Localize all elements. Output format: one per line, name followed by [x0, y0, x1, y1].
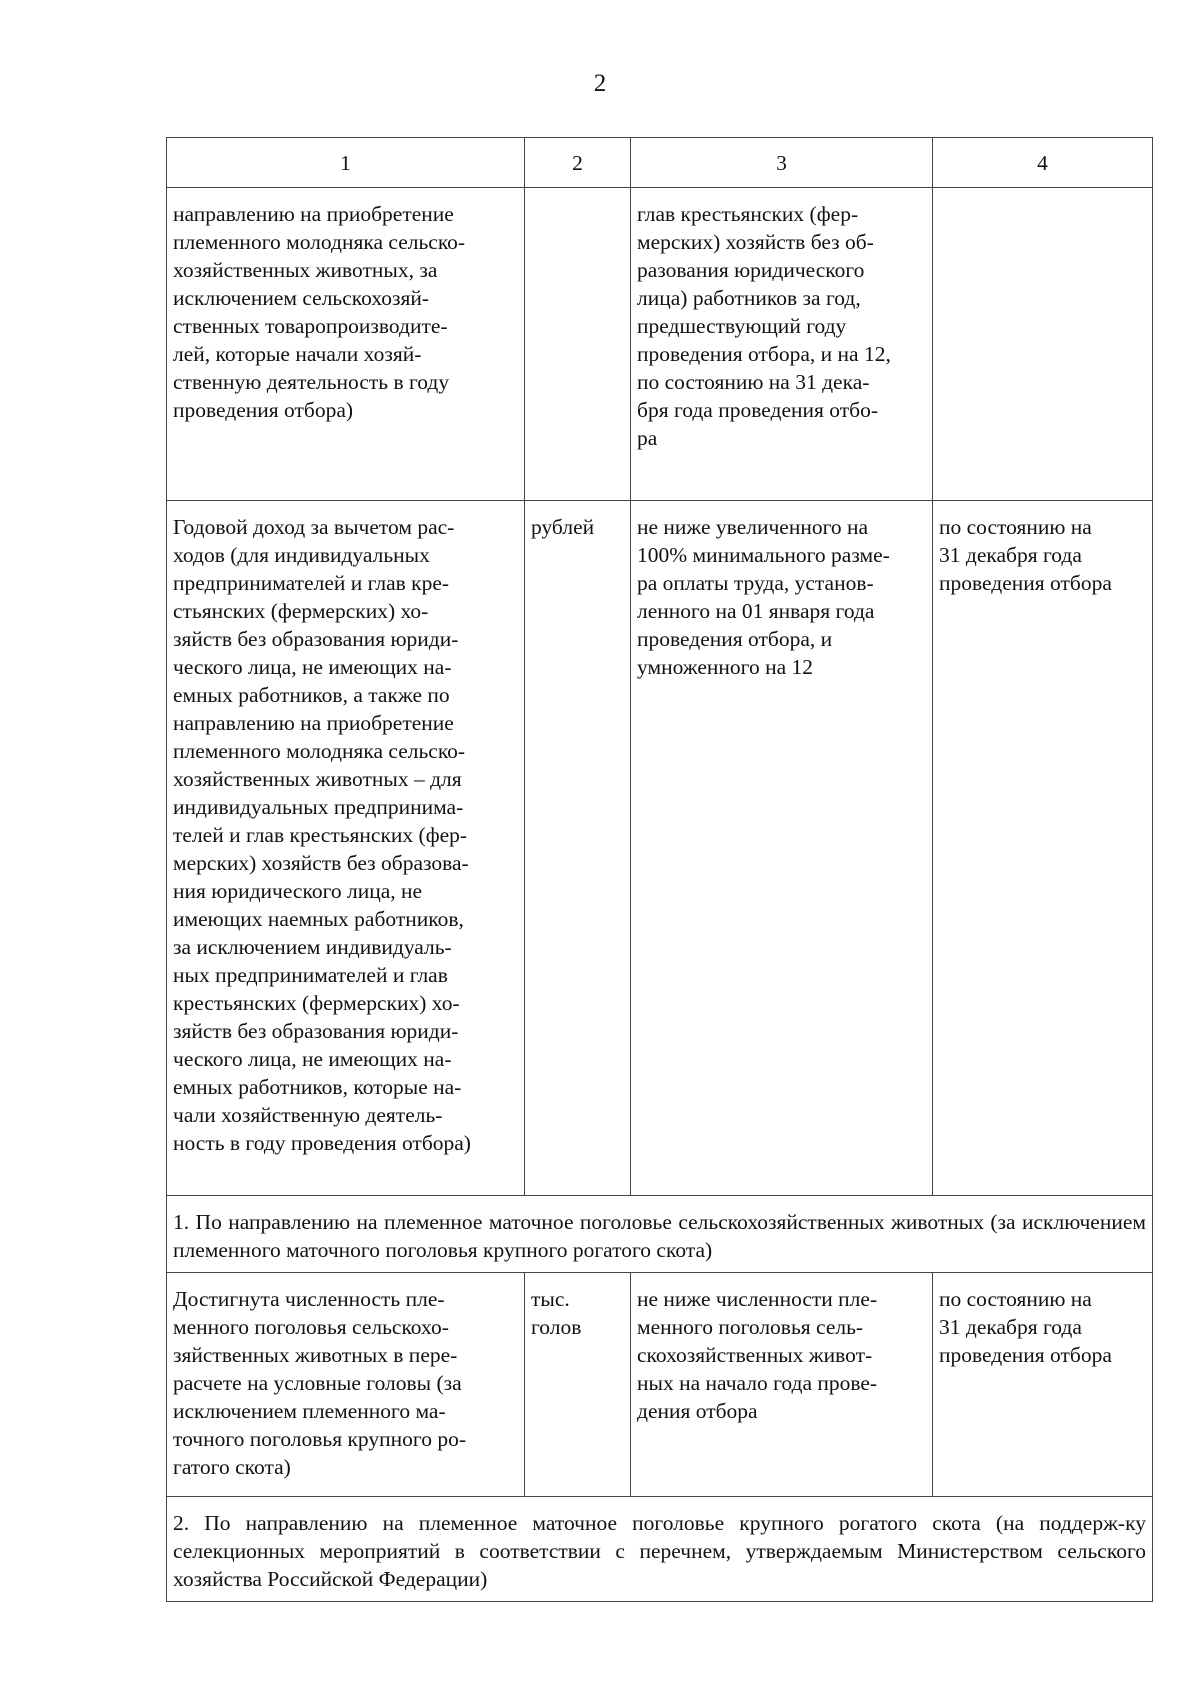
table-header-row: [167, 138, 1153, 188]
date-cell: по состоянию на 31 декабря года проведения отбора: [933, 501, 1153, 1196]
section-heading-1: 1. По направлению на племенное маточное поголовье сельскохозяйственных животных (за исключением племенного маточного поголовья крупного рогатого скота): [167, 1196, 1153, 1273]
indicator-cell: направлению на приобретение племенного молодняка сельско- хозяйственных животных, за исключением сельскохозяй- ственных товаропроизводите- лей, которые начали хозяй- ственную деятельность в году проведения отбора): [167, 188, 525, 501]
table-row: [167, 1273, 1153, 1497]
column-header-1: 1: [167, 138, 525, 188]
indicator-cell: Достигнута численность пле- менного поголовья сельскохо- зяйственных животных в пере- расчете на условные головы (за исключением племенного ма- точного поголовья крупного ро- гатого скота): [167, 1273, 525, 1497]
section-heading-2: 2. По направлению на племенное маточное поголовье крупного рогатого скота (на поддерж-ку селекционных мероприятий в соответствии с перечнем, утверждаемым Министерством сельского хозяйства Российской Федерации): [167, 1497, 1153, 1602]
indicator-cell: Годовой доход за вычетом рас- ходов (для индивидуальных предпринимателей и глав кре- стьянских (фермерских) хо- зяйств без образования юриди- ческого лица, не имеющих на- емных работников, а также по направлению на приобретение племенного молодняка сельско- хозяйственных животных – для индивидуальных предпринима- телей и глав крестьянских (фер- мерских) хозяйств без образова- ния юридического лица, не имеющих наемных работников, за исключением индивидуаль- ных предпринимателей и глав крестьянских (фермерских) хо- зяйств без образования юриди- ческого лица, не имеющих на- емных работников, которые на- чали хозяйственную деятель- ность в году проведения отбора): [167, 501, 525, 1196]
table-row: [167, 501, 1153, 1196]
value-cell: не ниже численности пле- менного поголовья сель- скохозяйственных живот- ных на начало года прове- дения отбора: [631, 1273, 933, 1497]
unit-cell: тыс. голов: [525, 1273, 631, 1497]
section-row: [167, 1497, 1153, 1602]
column-header-3: 3: [631, 138, 933, 188]
date-cell: по состоянию на 31 декабря года проведения отбора: [933, 1273, 1153, 1497]
page-number: 2: [593, 70, 607, 97]
section-row: [167, 1196, 1153, 1273]
unit-cell: рублей: [525, 501, 631, 1196]
column-header-2: 2: [525, 138, 631, 188]
date-cell: [933, 188, 1153, 501]
column-header-4: 4: [933, 138, 1153, 188]
table-row: [167, 188, 1153, 501]
value-cell: глав крестьянских (фер- мерских) хозяйств без об- разования юридического лица) работников за год, предшествующий году проведения отбора, и на 12, по состоянию на 31 дека- бря года проведения отбо- ра: [631, 188, 933, 501]
unit-cell: [525, 188, 631, 501]
criteria-table: [166, 137, 1153, 1602]
value-cell: не ниже увеличенного на 100% минимального разме- ра оплаты труда, установ- ленного на 01 января года проведения отбора, и умноженного на 12: [631, 501, 933, 1196]
